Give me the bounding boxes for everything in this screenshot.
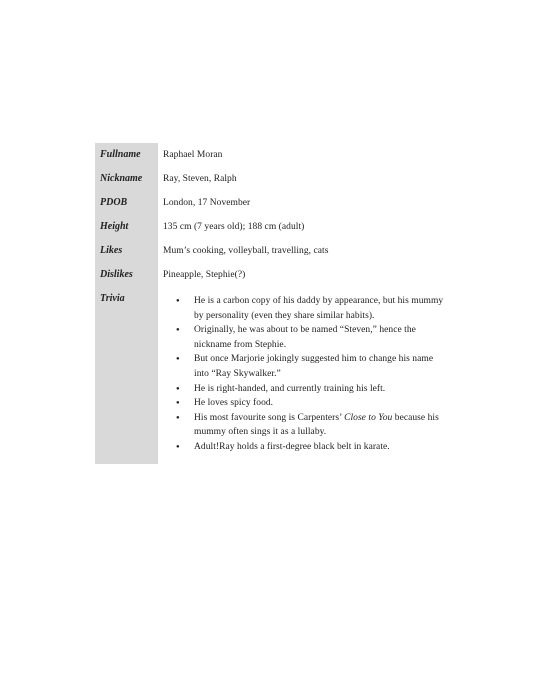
- trivia-item: ● Originally, he was about to be named “Steven,” hence the nickname from Stephie.: [163, 323, 445, 352]
- trivia-item: ● He loves spicy food.: [163, 396, 445, 411]
- song-title: Close to You: [344, 412, 393, 423]
- profile-row-height: [95, 215, 445, 239]
- pdob-value: London, 17 November: [163, 198, 251, 208]
- fullname-value: Raphael Moran: [163, 150, 223, 160]
- trivia-item: ● Adult!Ray holds a first-degree black belt in karate.: [163, 440, 445, 455]
- trivia-item: ● He is a carbon copy of his daddy by appearance, but his mummy by personality (even they share similar habits).: [163, 294, 445, 323]
- likes-value: Mum’s cooking, volleyball, travelling, cats: [163, 246, 329, 256]
- trivia-label: Trivia: [95, 287, 158, 464]
- height-label: Height: [95, 215, 158, 239]
- pdob-label: PDOB: [95, 191, 158, 215]
- trivia-text: because his mummy often sings it as a lullaby.: [194, 412, 439, 438]
- trivia-list: [163, 294, 445, 455]
- likes-label: Likes: [95, 239, 158, 263]
- profile-row-fullname: [95, 143, 445, 167]
- trivia-item: [163, 411, 445, 440]
- nickname-value: Ray, Steven, Ralph: [163, 174, 237, 184]
- dislikes-label: Dislikes: [95, 263, 158, 287]
- profile-row-dislikes: [95, 263, 445, 287]
- fullname-label: Fullname: [95, 143, 158, 167]
- trivia-item: ● He is right-handed, and currently training his left.: [163, 382, 445, 397]
- trivia-item: ● But once Marjorie jokingly suggested him to change his name into “Ray Skywalker.”: [163, 352, 445, 381]
- profile-row-likes: [95, 239, 445, 263]
- profile-row-nickname: [95, 167, 445, 191]
- trivia-value: [158, 287, 445, 464]
- profile-row-trivia: [95, 287, 445, 464]
- dislikes-value: Pineapple, Stephie(?): [163, 270, 246, 280]
- trivia-text: His most favourite song is Carpenters’: [194, 412, 345, 423]
- profile-table: [95, 143, 445, 464]
- height-value: 135 cm (7 years old); 188 cm (adult): [163, 222, 305, 232]
- profile-row-pdob: [95, 191, 445, 215]
- nickname-label: Nickname: [95, 167, 158, 191]
